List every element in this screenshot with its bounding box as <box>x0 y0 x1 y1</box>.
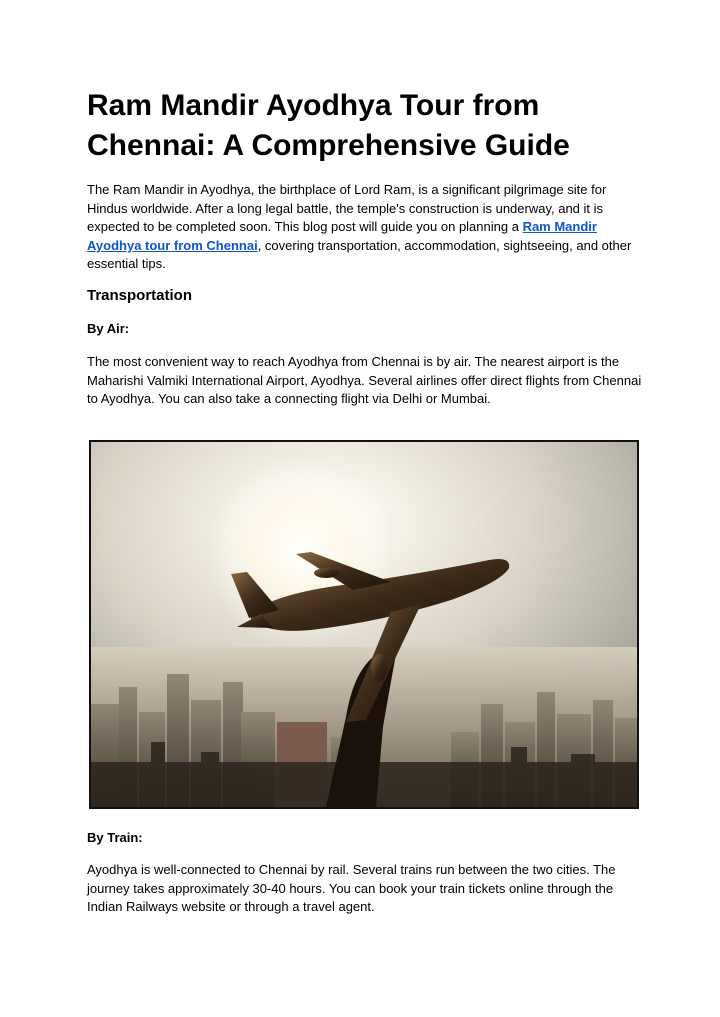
by-train-paragraph: Ayodhya is well-connected to Chennai by rail. Several trains run between the two cities. The journey takes approximately 30-40 hours. You can book your train tickets online through the Indian Railways website or through a travel agent. <box>87 862 616 915</box>
ram-mandir-tour-link[interactable]: Ram Mandir Ayodhya tour from Chennai <box>87 219 597 253</box>
subheading-by-train: By Train: <box>87 830 143 845</box>
subheading-by-air: By Air: <box>87 321 130 336</box>
by-air-paragraph: The most convenient way to reach Ayodhya from Chennai is by air. The nearest airport is the Maharishi Valmiki International Airport, Ayodhya. Several airlines offer direct flights from Chennai to Ayodhya. You can also take a connecting flight via Delhi or Mumbai. <box>87 354 642 407</box>
intro-text-before: The Ram Mandir in Ayodhya, the birthplace of Lord Ram, is a significant pilgrimage site for Hindus worldwide. After a long legal battle, the temple's construction is underway, and it is expected to be completed soon. This blog post will guide you on planning a <box>87 182 607 235</box>
section-heading-transportation: Transportation <box>87 287 193 304</box>
airplane-illustration <box>91 442 637 807</box>
page-title: Ram Mandir Ayodhya Tour from Chennai: A Comprehensive Guide <box>87 89 570 162</box>
intro-text-after: , covering transportation, accommodation, sightseeing, and other essential tips. <box>87 237 632 272</box>
airplane-city-photo <box>89 440 639 809</box>
intro-paragraph <box>87 181 647 274</box>
